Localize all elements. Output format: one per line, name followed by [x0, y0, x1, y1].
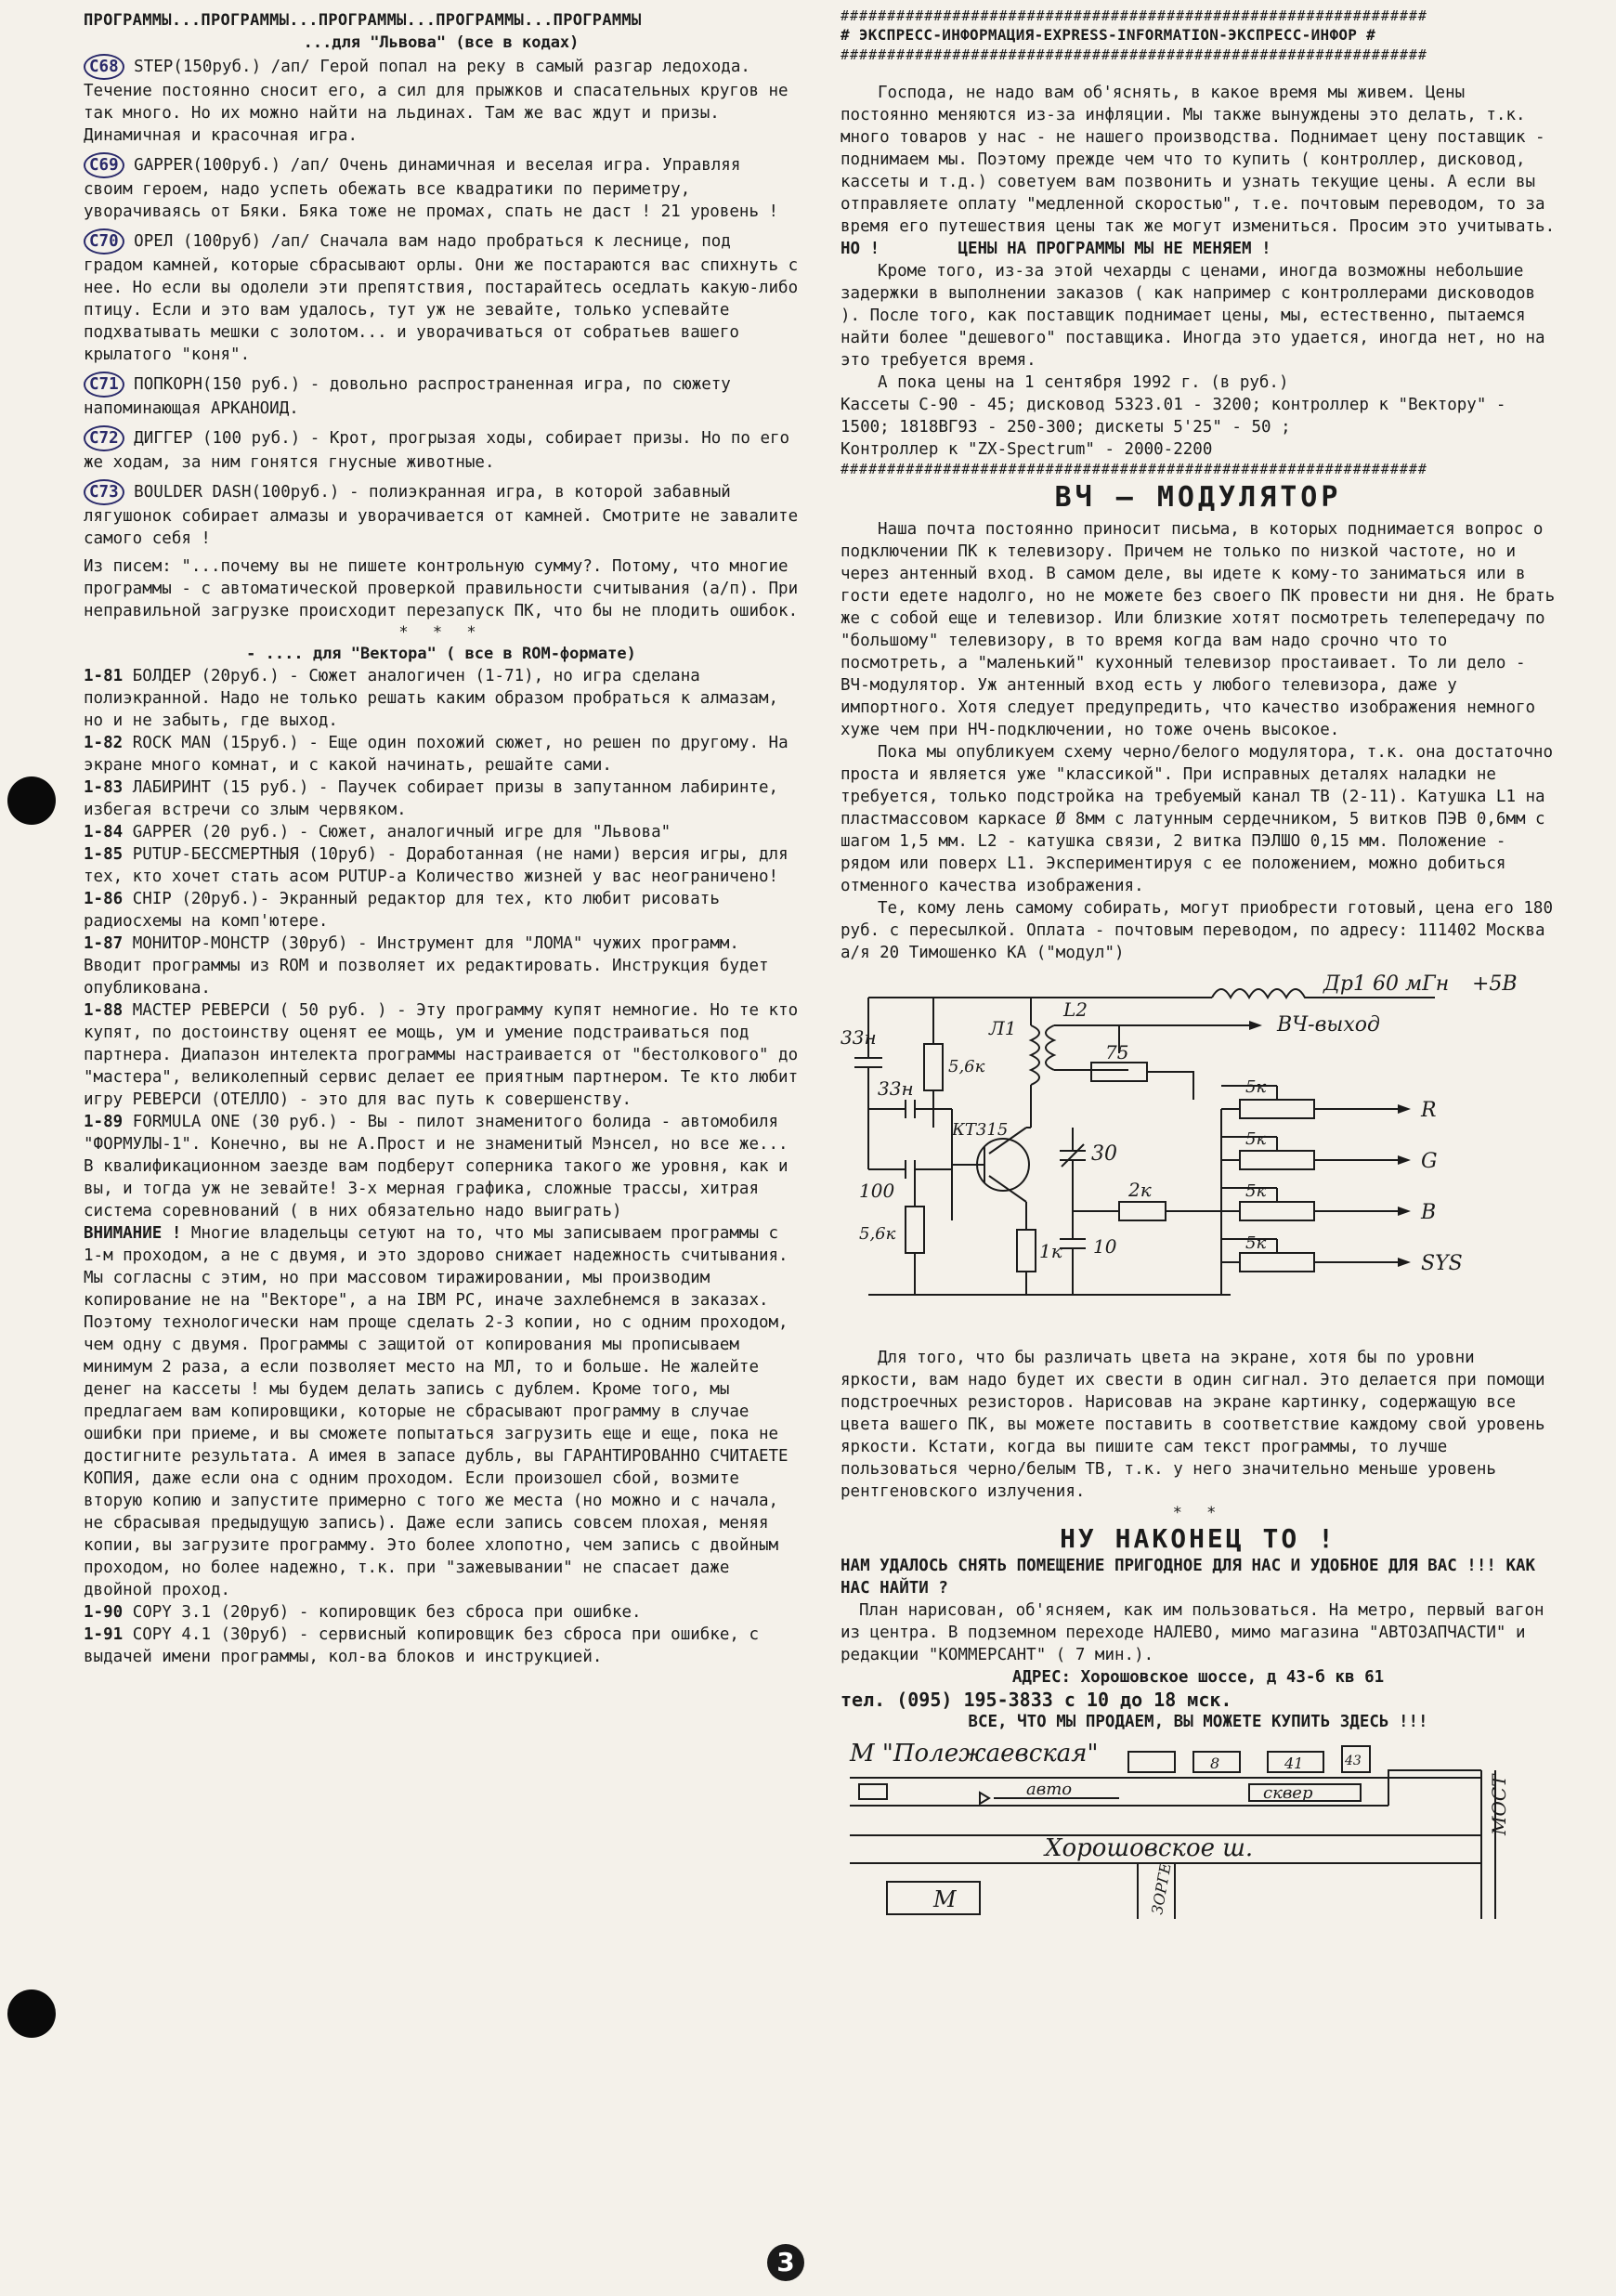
attention-label: ВНИМАНИЕ ! — [84, 1224, 182, 1243]
vector-subheader: - .... для "Вектора" ( все в ROM-формате) — [246, 645, 636, 663]
program-code: 1-86 — [84, 890, 124, 908]
label-sys: SYS — [1421, 1252, 1463, 1275]
program-code: C73 — [84, 479, 124, 505]
final-line-1: НАМ УДАЛОСЬ СНЯТЬ ПОМЕЩЕНИЕ ПРИГОДНОЕ ДЛЯ НАС И УДОБНОЕ ДЛЯ ВАС !!! КАК НАС НАЙТИ ? — [841, 1557, 1536, 1598]
list-item — [84, 665, 799, 732]
label-c100: 100 — [859, 1180, 895, 1202]
hash-rule-mid: ############################################################### — [841, 461, 1427, 477]
page-number: 3 — [767, 2244, 804, 2281]
prices-line-2: Контроллер к "ZX-Spectrum" - 2000-2200 — [841, 440, 1213, 459]
color-text: Для того, что бы различать цвета на экране, хотя бы по уровни яркости, вам надо будет их свести в один сигнал. Это делается при помощи подстроечных резисторов. Нарисовав на экране картинку, содержащую все цвета вашего ПК, вы можете поставить в соответствие каждому свой уровень яркости. Кстати, когда вы пишите сам текст программы, то лучше пользоваться черно/белым ТВ, т.к. у него значительно меньше уровень рентгеновского излучения. — [841, 1349, 1545, 1501]
lvov-subheader: ...для "Львова" (все в кодах) — [303, 33, 580, 52]
program-description: БОЛДЕР (20руб.) - Сюжет аналогичен (1-71), но игра сделана полиэкранной. Надо не только решать каким образом пробраться к алмазам, но и не забыть, где выход. — [84, 667, 779, 730]
program-code: 1-90 — [84, 1603, 124, 1622]
label-c30: 30 — [1091, 1142, 1117, 1166]
phone: тел. (095) 195-3833 с 10 до 18 мск. — [841, 1689, 1232, 1711]
prices-fixed-line — [841, 238, 1556, 260]
separator-stars-2: * * — [1172, 1504, 1224, 1522]
label-b: B — [1421, 1201, 1437, 1224]
label-r5k-2: 5к — [1245, 1129, 1267, 1149]
map-street: Хорошовское ш. — [1045, 1834, 1254, 1862]
map-metro-top: М "Полежаевская" — [850, 1740, 1099, 1768]
program-description: BOULDER DASH(100руб.) - полиэкранная игра, в которой забавный лягушонок собирает алмазы и уворачивается от камней. Смотрите не завалите самого себя ! — [84, 483, 799, 548]
program-description: МОНИТОР-МОНСТР (30руб) - Инструмент для "ЛОМА" чужих программ. Вводит программы из ROM и позволяет их редактировать. Инструкция будет опубликована. — [84, 934, 769, 998]
map-zorge: ЗОРГЕ — [1148, 1861, 1175, 1916]
letters-note: Из писем: "...почему вы не пишете контрольную сумму?. Потому, что многие программы - с автоматической проверкой правильности считывания (а/п). При неправильной загрузке происходит перезапуск ПК, что бы не плодить ошибок. — [84, 557, 799, 620]
list-item — [84, 425, 799, 474]
program-description: ROCK MAN (15руб.) - Еще один похожий сюжет, но решен по другому. На экране много комнат, и с какой начинать, решайте сами. — [84, 734, 788, 775]
program-code: C70 — [84, 228, 124, 254]
label-c33b: 33н — [878, 1077, 914, 1100]
program-description: STEP(150руб.) /ап/ Герой попал на реку в самый разгар ледохода. Течение постоянно сносит его, а сил для прыжков и спасательных кругов не так много. Но их можно найти на льдинах. Там же вас ждут и призы. Динамичная и красочная игра. — [84, 58, 788, 145]
program-description: FORMULA ONE (30 руб.) - Вы - пилот знаменитого болида - автомобиля "ФОРМУЛЫ-1". Конечно, вы не А.Прост и не знаменитый Мэнсел, но все же... В квалификационном заезде вам подберут соперника такого же уровня, как и вы, и тогда уж не зевайте! 3-х мерная графика, сложные трассы, хитрая система соревнований ( в них обязательно надо выиграть) — [84, 1113, 788, 1220]
program-description: ЛАБИРИНТ (15 руб.) - Паучек собирает призы в запутанном лабиринте, избегая встречи со злым червяком. — [84, 778, 779, 819]
list-item — [84, 999, 799, 1111]
punch-hole-top — [7, 776, 56, 825]
label-r75: 75 — [1105, 1041, 1129, 1063]
program-code: 1-87 — [84, 934, 124, 953]
vch-text-1: Наша почта постоянно приносит письма, в которых поднимается вопрос о подключении ПК к телевизору. Причем не только по низкой частоте, но и через антенный вход. В самом деле, вы идете к кому-то заниматься или в гости едете надолго, но не можете без своего ПК провести ни дня. Не брать же с собой еще и телевизор. Или близкие хотят посмотреть телепередачу по "большому" телевизору, в то время когда вам надо срочно что то посмотреть, а "маленький" кухонный телевизор простаивает. То ли дело - ВЧ-модулятор. Уж антенный вход есть у любого телевизора, даже у импортного. Хотя следует предупредить, что качество изображения немного хуже чем при НЧ-подключении, но тоже очень высокое. — [841, 520, 1556, 739]
hash-rule-bottom: ############################################################### — [841, 46, 1427, 63]
program-description: COPY 3.1 (20руб) - копировщик без сброса при ошибке. — [132, 1603, 642, 1622]
attention-text: Многие владельцы сетуют на то, что мы записываем программы с 1-м проходом, а не с двумя, и это здорово снижает надежность считывания. Мы согласны с этим, но при массовом тиражировании, мы производим копирование не на "Векторе", а на IBM PC, иначе захлебнемся в заказах. Поэтому технологически нам проще сделать 2-3 копии, но с одним проходом, чем одну с двумя. Программы с защитой от копирования мы прописываем минимум 2 раза, а если позволяет место на МЛ, то и больше. Не жалейте денег на кассеты ! мы будем делать запись с дублем. Кроме того, мы предлагаем вам копировщики, которые не сбрасывают программу в случае ошибки при приеме, и вы сможете попытаться загрузить еще и еще, пока не достигните результата. А имея в запасе дубль, вы ГАРАНТИРОВАННО СЧИТАЕТЕ КОПИЯ, даже если она с одним проходом. Если произошел сбой, возмите вторую копию и запустите примерно с того же места (но можно и с начала, не сбрасывая предыдущую запись). Даже если запись совсем плохая, меняя копии, вы загрузите программу. Это более хлопотно, чем запись с двойным проходом, но более надежно, т.к. при "зажевывании" не спасает даже двойной проход. — [84, 1224, 788, 1599]
map-b43: 43 — [1345, 1754, 1362, 1768]
label-c33: 33н — [841, 1026, 877, 1049]
separator-stars: * * * — [398, 623, 484, 642]
left-column — [84, 0, 799, 1668]
label-r5k-3: 5к — [1245, 1181, 1267, 1201]
punch-hole-bottom — [7, 1989, 56, 2038]
label-r56: 5,6к — [948, 1057, 985, 1076]
vector-program-list — [84, 665, 799, 1222]
hash-rule-top: ############################################################### — [841, 7, 1427, 24]
program-description: GAPPER (20 руб.) - Сюжет, аналогичный игре для "Львова" — [132, 823, 671, 841]
program-code: C71 — [84, 372, 124, 398]
map-skver: сквер — [1263, 1783, 1313, 1803]
program-code: 1-84 — [84, 823, 124, 841]
buy-here: ВСЕ, ЧТО МЫ ПРОДАЕМ, ВЫ МОЖЕТЕ КУПИТЬ ЗДЕСЬ !!! — [968, 1713, 1428, 1731]
express-text-2: Кроме того, из-за этой чехарды с ценами, иногда возможны небольшие задержки в выполнении заказов ( как например с контроллерами дисководов ). После того, как поставщик поднимает цены, мы, естественно, пытаемся найти более "дешевого" поставщика. Иногда это удается, иногда нет, но на это требуется время. — [841, 262, 1545, 370]
list-item — [84, 933, 799, 999]
program-description: ОРЕЛ (100руб) /ап/ Сначала вам надо пробраться к леснице, под градом камней, которые сбрасывают орлы. Они же постараются вас спихнуть с нее. Но если вы одолели эти препятствия, постарайтесь оседлать какую-либо птицу. Если и это вам удалось, тут уж не зевайте, только успевайте подхватывать мешки с золотом... и уворачиваться от собратьев вашего крылатого "коня". — [84, 232, 799, 364]
program-description: ПОПКОРН(150 руб.) - довольно распространенная игра, по сюжету напоминающая АРКАНОИД. — [84, 375, 731, 418]
vch-text-2: Пока мы опубликуем схему черно/белого модулятора, т.к. она достаточно проста и является уже "классикой". При исправных деталях наладки не требуется, только подстройка на требуемый канал ТВ (2-11). Катушка L1 на пластмассовом каркасе Ø 8мм с латунным сердечником, 5 витков ПЭВ 0,6мм с шагом 1,5 мм. L2 - катушка связи, 2 витка ПЭЛШО 0,15 мм. Положение - рядом или поверх L1. Экспериментируя с ее положением, можно добиться отменного качества изображения. — [841, 743, 1553, 895]
program-code: 1-91 — [84, 1625, 124, 1644]
program-description: МАСТЕР РЕВЕРСИ ( 50 руб. ) - Эту программу купят немногие. Но те кто купят, по достоинству оценят ее мощь, ум и умение подстраиваться под партнера. Диапазон интелекта программы настраивается от "бестолкового" до "мастера", великолепный сервис делает ее приятным партнером. Те кто любит игру РЕВЕРСИ (ОТЕЛЛО) - это для вас путь к совершенству. — [84, 1001, 799, 1109]
label-r: R — [1421, 1099, 1437, 1122]
list-item — [84, 1601, 799, 1624]
list-item — [84, 479, 799, 550]
prices-line-1: Кассеты С-90 - 45; дисковод 5323.01 - 3200; контроллер к "Вектору" - 1500; 1818ВГ93 - 250-300; дискеты 5'25" - 50 ; — [841, 396, 1506, 437]
program-description: CHIP (20руб.)- Экранный редактор для тех, кто любит рисовать радиосхемы на комп'ютере. — [84, 890, 720, 931]
label-r56b: 5,6к — [859, 1224, 896, 1244]
address: АДРЕС: Хорошовское шоссе, д 43-б кв 61 — [1011, 1668, 1385, 1687]
list-item — [84, 1111, 799, 1222]
program-code: 1-85 — [84, 845, 124, 864]
label-l1: Л1 — [989, 1017, 1017, 1039]
lvov-program-list — [84, 54, 799, 550]
label-g: G — [1421, 1150, 1438, 1173]
list-item — [84, 732, 799, 776]
program-code: 1-88 — [84, 1001, 124, 1020]
label-r2k: 2к — [1128, 1179, 1152, 1201]
vch-title: ВЧ – МОДУЛЯТОР — [1054, 481, 1342, 514]
list-item — [84, 776, 799, 821]
list-item — [84, 888, 799, 933]
label-r5k-1: 5к — [1245, 1077, 1267, 1097]
list-item — [84, 372, 799, 420]
program-code: 1-89 — [84, 1113, 124, 1131]
program-description: ДИГГЕР (100 руб.) - Крот, прогрызая ходы, собирает призы. Но по его же ходам, за ним гонятся гнусные животные. — [84, 429, 790, 472]
right-column — [841, 0, 1556, 1919]
map-metro-bottom: М — [933, 1886, 957, 1912]
programs-header: ПРОГРАММЫ...ПРОГРАММЫ...ПРОГРАММЫ...ПРОГРАММЫ...ПРОГРАММЫ — [84, 11, 642, 30]
label-out: ВЧ-выход — [1277, 1013, 1380, 1037]
but-label: НО ! — [841, 240, 880, 258]
program-code: 1-83 — [84, 778, 124, 797]
prices-intro: А пока цены на 1 сентября 1992 г. (в руб.) — [878, 373, 1289, 392]
modulator-schematic — [841, 970, 1556, 1341]
copy-program-list — [84, 1601, 799, 1668]
list-item — [84, 152, 799, 223]
list-item — [84, 1624, 799, 1668]
label-plus5: +5В — [1472, 972, 1518, 996]
attention-block — [84, 1222, 799, 1601]
list-item — [84, 54, 799, 147]
express-text: Господа, не надо вам об'яснять, в какое время мы живем. Цены постоянно меняются из-за инфляции. Мы также вынуждены это делать, т.к. много товаров у нас - не нашего производства. Поднимает цену поставщик - поднимаем мы. Поэтому прежде чем что то купить ( контроллер, дисковод, кассеты и т.д.) советуем вам позвонить и узнать текущие цены. А если вы отправляете оплату "медленной скоростью", т.е. почтовым переводом, то за время его путешествия цены так же могут измениться. Просим это учитывать. — [841, 84, 1556, 236]
label-r1k: 1к — [1039, 1240, 1062, 1262]
location-map — [841, 1733, 1556, 1919]
program-description: GAPPER(100руб.) /ап/ Очень динамичная и веселая игра. Управляя своим героем, надо успеть обежать все квадратики по периметру, уворачиваясь от Бяки. Бяка тоже не промах, спать не даст ! 21 уровень ! — [84, 156, 779, 221]
program-code: 1-81 — [84, 667, 124, 685]
label-r5k-4: 5к — [1245, 1233, 1267, 1253]
express-header: # ЭКСПРЕСС-ИНФОРМАЦИЯ-EXPRESS-INFORMATION-ЭКСПРЕСС-ИНФОР # — [841, 26, 1376, 44]
program-code: C68 — [84, 54, 124, 80]
map-avto: авто — [1026, 1780, 1073, 1799]
map-most: МОСТ — [1488, 1774, 1510, 1835]
program-code: 1-82 — [84, 734, 124, 752]
program-description: PUTUP-БЕССМЕРТНЫЯ (10руб) - Доработанная (не нами) версия игры, для тех, кто хочет стать асом PUTUP-а Количество жизней у вас неограничено! — [84, 845, 788, 886]
label-l2: L2 — [1063, 998, 1088, 1021]
final-text: План нарисован, об'ясняем, как им пользоваться. На метро, первый вагон из центра. В подземном переходе НАЛЕВО, мимо магазина "АВТОЗАПЧАСТИ" и редакции "КОММЕРСАНТ" ( 7 мин.). — [841, 1601, 1544, 1664]
map-b8: 8 — [1210, 1755, 1220, 1772]
vch-text-3: Те, кому лень самому собирать, могут приобрести готовый, цена его 180 руб. с пересылкой. Оплата - почтовым переводом, по адресу: 111402 Москва а/я 20 Тимошенко КА ("модул") — [841, 899, 1553, 962]
list-item — [84, 228, 799, 366]
final-title: НУ НАКОНЕЦ ТО ! — [1060, 1523, 1336, 1554]
list-item — [84, 821, 799, 843]
label-dr1: Др1 60 мГн — [1323, 972, 1450, 996]
label-c10: 10 — [1093, 1235, 1117, 1258]
list-item — [84, 843, 799, 888]
prices-fixed-text: ЦЕНЫ НА ПРОГРАММЫ МЫ НЕ МЕНЯЕМ ! — [958, 240, 1271, 258]
program-description: COPY 4.1 (30руб) - сервисный копировщик без сброса при ошибке, с выдачей имени программы, кол-ва блоков и инструкцией. — [84, 1625, 759, 1666]
map-b41: 41 — [1284, 1755, 1304, 1772]
program-code: C69 — [84, 152, 124, 178]
label-kt: КТ315 — [952, 1120, 1009, 1140]
program-code: C72 — [84, 425, 124, 451]
